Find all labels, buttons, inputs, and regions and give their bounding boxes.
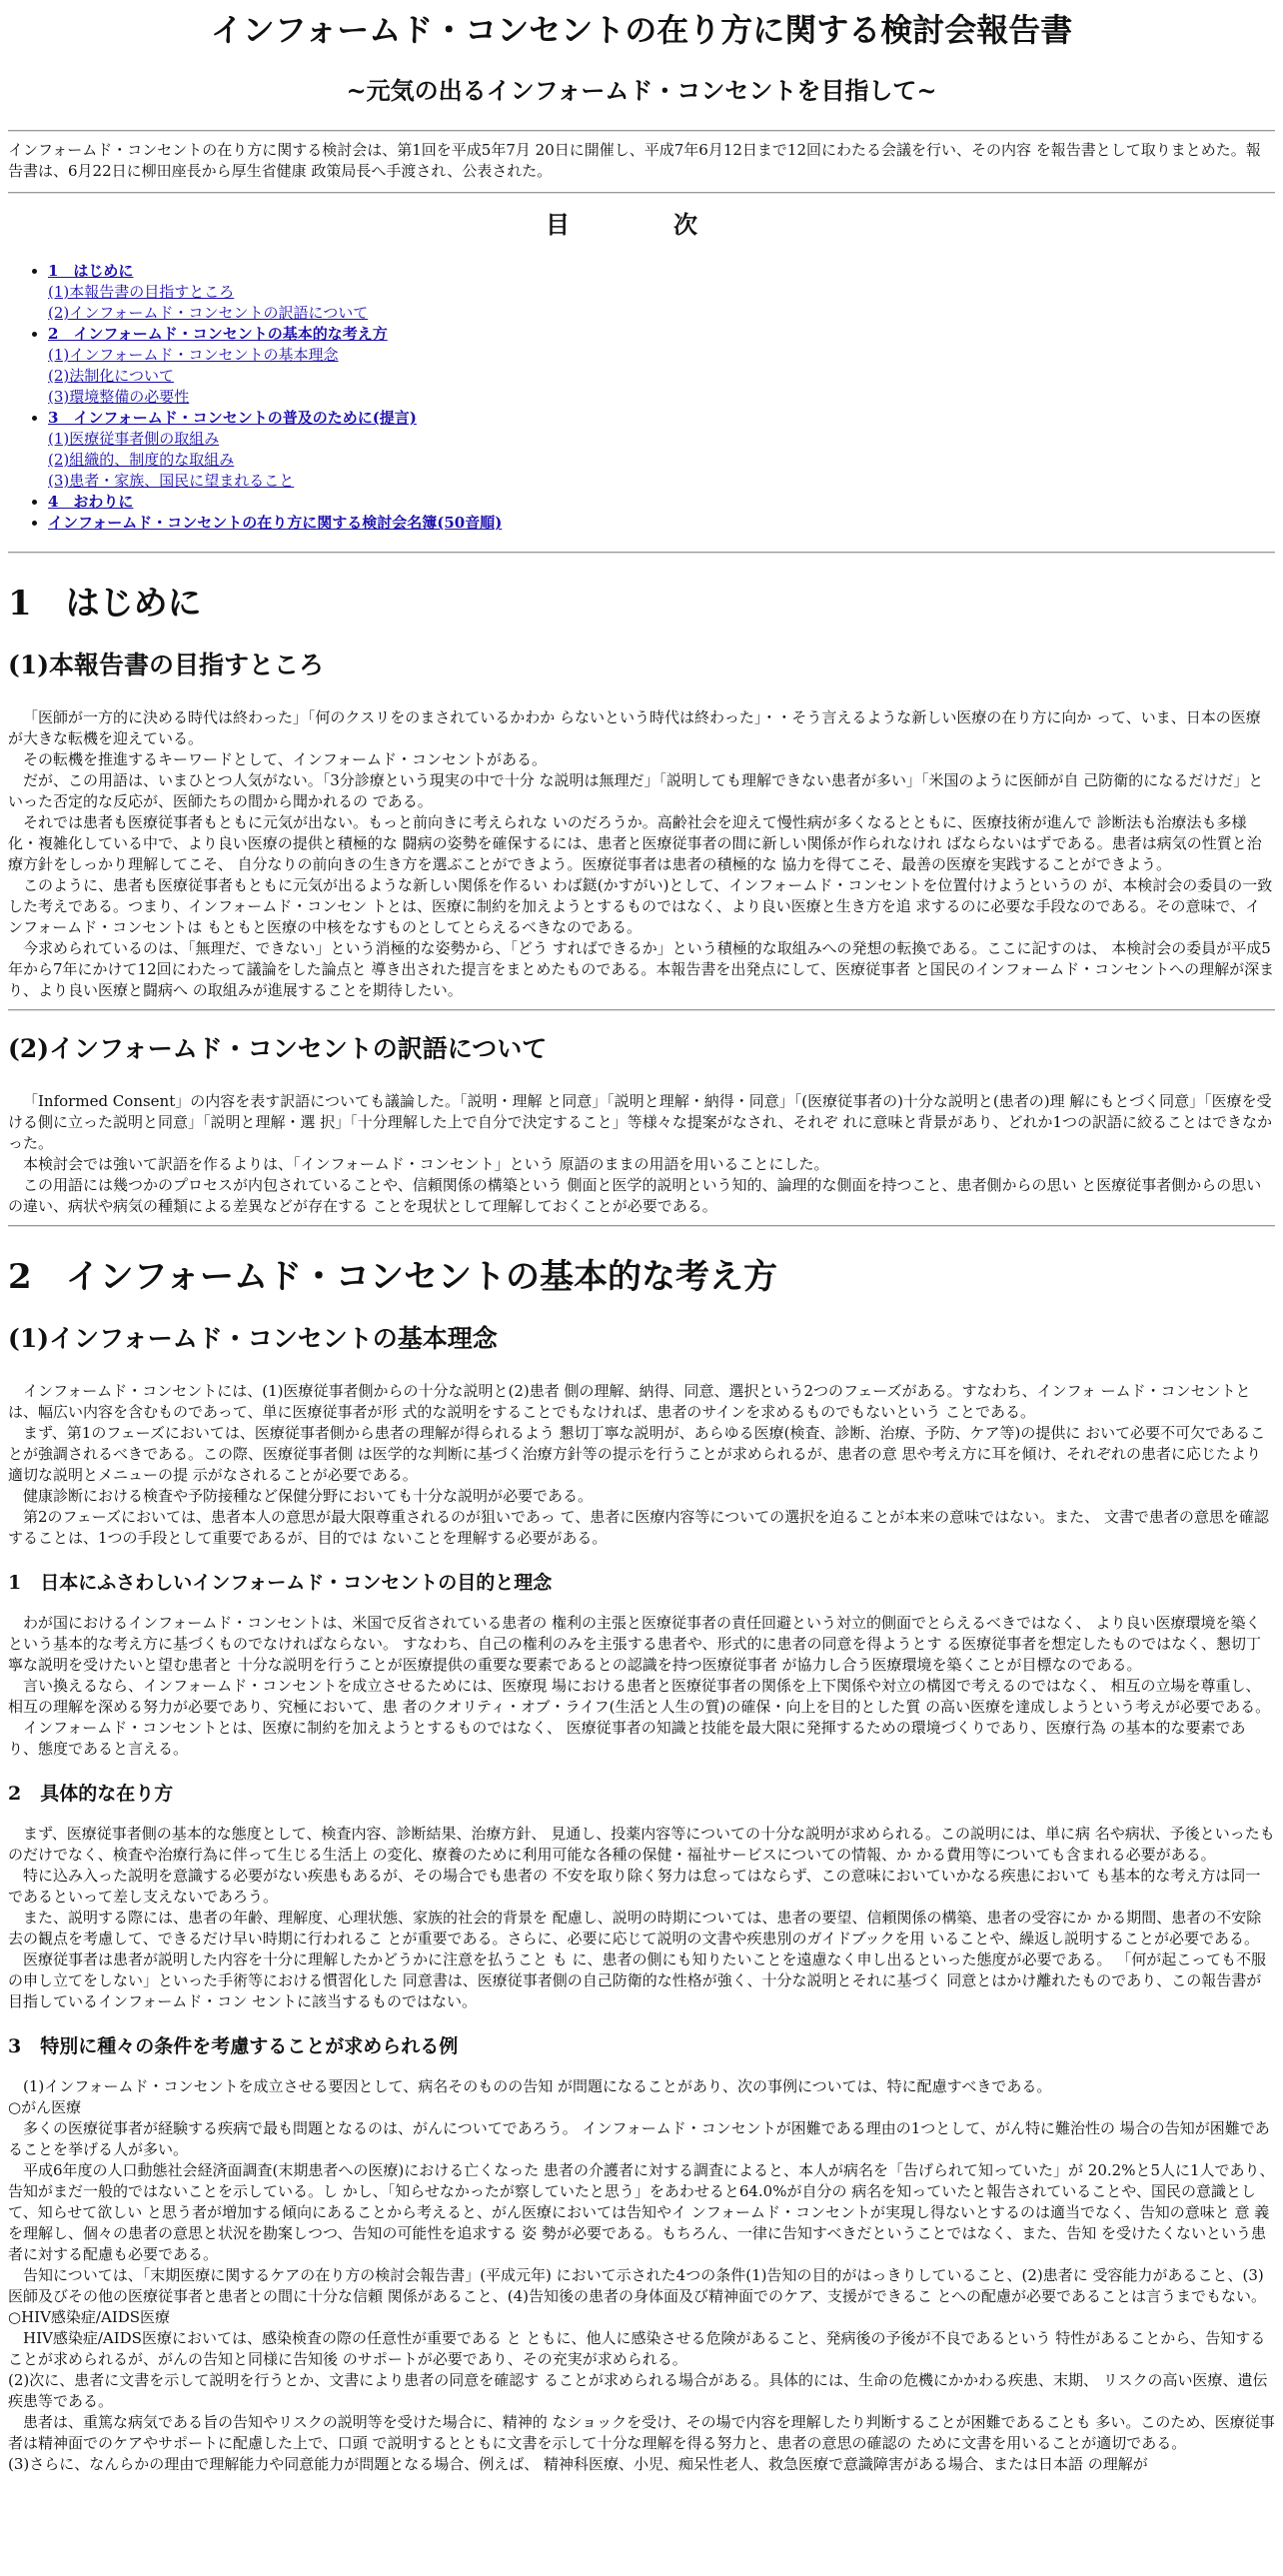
paragraph: 「Informed Consent」の内容を表す訳語についても議論した。「説明・理解 と同意」「説明と理解・納得・同意」「(医療従事者の)十分な説明と(患者の)理 解にもとづく同意」「医療を受ける側に立った説明と同意」「説明と理解・選 択」「十分理解した上で自分で決定すること」等様々な提案がなされ、それぞ れに意味と背景があり、どれか1つの訳語に絞ることはできなかった。 [8,1092,1272,1152]
paragraph: この用語には幾つかのプロセスが内包されていることや、信頼関係の構築という 側面と医学的説明という知的、論理的な側面を持つこと、患者側からの思い と医療従事者側からの思いの違い、病状や病気の種類による差異などが存在する ことを現状として理解しておくことが必要である。 [8,1176,1262,1215]
intro-paragraph: インフォームド・コンセントの在り方に関する検討会は、第1回を平成5年7月 20日に開催し、平成7年6月12日まで12回にわたる会議を行い、その内容 を報告書として取りまとめた。報告書は、6月22日に柳田座長から厚生省健康 政策局長へ手渡され、公表された。 [8,141,1261,180]
toc-item [48,408,1275,492]
paragraph: 健康診断における検査や予防接種など保健分野においても十分な説明が必要である。 [23,1487,594,1505]
paragraph: その転機を推進するキーワードとして、インフォームド・コンセントがある。 [23,750,547,768]
page-subtitle: ~元気の出るインフォームド・コンセントを目指して~ [346,76,937,105]
toc-sublink[interactable]: (3)患者・家族、国民に望まれること [48,472,295,490]
table-of-contents [48,261,1275,534]
divider [8,130,1275,132]
toc-sublink[interactable]: (2)組織的、制度的な取組み [48,451,235,469]
page-title: インフォームド・コンセントの在り方に関する検討会報告書 [210,11,1073,49]
section-body [8,1613,1275,1760]
paragraph: 医療従事者は患者が説明した内容を十分に理解したかどうかに注意を払うこと も に、患者の側にも知りたいことを遠慮なく申し出るといった態度が必要である。 「何が起こっても不服の申し立てをしない」といった手術等における慣習化した 同意書は、医療従事者側の自己防衛的な性格が強く、十分な説明とそれに基づく 同意とはかけ離れたものであり、この報告書が目指しているインフォームド・コン セントに該当するものではない。 [8,1950,1267,2010]
subsection-heading: (2)インフォームド・コンセントの訳語について [8,1034,548,1063]
paragraph: 「医師が一方的に決める時代は終わった」「何のクスリをのまされているかわか らないという時代は終わった」・・そう言えるような新しい医療の在り方に向か って、いま、日本の医療が大きな転機を迎えている。 [8,708,1261,747]
paragraph: インフォームド・コンセントとは、医療に制約を加えようとするものではなく、 医療従事者の知識と技能を最大限に発揮するための環境づくりであり、医療行為 の基本的な要素であり、態度であると言える。 [8,1719,1246,1758]
paragraph: まず、第1のフェーズにおいては、医療従事者側から患者の理解が得られるよう 懇切丁寧な説明が、あらゆる医療(検査、診断、治療、予防、ケア等)の提供に おいて必要不可欠であることが強調されるべきである。この際、医療従事者側 は医学的な判断に基づく治療方針等の提示を行うことが求められるが、患者の意 思や考え方に耳を傾け、それぞれの患者に応じたより適切な説明とメニューの提 示がなされることが必要である。 [8,1424,1266,1484]
toc-link-basic-concept[interactable]: 2 インフォームド・コンセントの基本的な考え方 [48,325,388,343]
subsection-heading: (1)インフォームド・コンセントの基本理念 [8,1324,498,1353]
divider [8,552,1275,554]
section-heading: 1 はじめに [8,584,202,624]
toc-link-proposals[interactable]: 3 インフォームド・コンセントの普及のために(提言) [48,409,417,427]
section-body [8,1091,1275,1217]
toc-item [48,513,1275,534]
document-page [0,10,1283,2475]
section-body [8,2076,1275,2475]
paragraph: 言い換えるなら、インフォームド・コンセントを成立させるためには、医療現 場における患者と医療従事者の関係を上下関係や対立の構図で考えるのではなく、 相互の立場を尊重し、相互の理解を深める努力が必要であり、究極において、患 者のクオリティ・オブ・ライフ(生活と人生の質)の確保・向上を目的とした質 の高い医療を達成しようという考えが必要である。 [8,1677,1271,1716]
toc-item [48,324,1275,408]
paragraph: 特に込み入った説明を意識する必要がない疾患もあるが、その場合でも患者の 不安を取り除く努力は怠ってはならず、この意味においていかなる疾患において も基本的な考え方は同一であるといって差し支えないであろう。 [8,1867,1261,1906]
paragraph: 平成6年度の人口動態社会経済面調査(末期患者への医療)における亡くなった 患者の介護者に対する調査によると、本人が病名を「告げられて知っていた」が 20.2%と5人に1人であり、告知がまだ一般的ではないことを示している。し かし、「知らせなかったが察していたと思う」をあわせると64.0%が自分の 病名を知っていたと報告されていることや、国民の意識として、知らせて欲しい と思う者が増加する傾向にあることから考えると、がん医療においては告知やイ ンフォームド・コンセントが実現し得ないとするのは適当でなく、告知の意味と 意 義を理解し、個々の患者の意思と状況を勘案しつつ、告知の可能性を追求する 姿 勢が必要である。もちろん、一律に告知すべきだということではなく、また、告知 を受けたくないという患者に対する配慮も必要である。 [8,2161,1275,2263]
section-heading: 2 インフォームド・コンセントの基本的な考え方 [8,1257,777,1297]
minor-heading: 1 日本にふさわしいインフォームド・コンセントの目的と理念 [8,1572,553,1594]
paragraph: ○がん医療 [8,2098,82,2116]
paragraph: インフォームド・コンセントには、(1)医療従事者側からの十分な説明と(2)患者 側の理解、納得、同意、選択という2つのフェーズがある。すなわち、インフォ ームド・コンセントとは、幅広い内容を含むものであって、単に医療従事者が形 式的な説明をすることでもなければ、患者のサインを求めるものでもないという ことである。 [8,1382,1251,1421]
paragraph: 患者は、重篤な病気である旨の告知やリスクの説明等を受けた場合に、精神的 なショックを受け、その場で内容を理解したり判断することが困難であることも 多い。このため、医療従事者は精神面でのケアやサポートに配慮した上で、口頭 で説明するとともに文書を示して十分な理解を得る努力と、患者の意思の確認の ために文書を用いることが適切である。 [8,2413,1275,2452]
paragraph: わが国におけるインフォームド・コンセントは、米国で反省されている患者の 権利の主張と医療従事者の責任回避という対立的側面でとらえるべきではなく、 より良い医療環境を築くという基本的な考え方に基づくものでなければならない。 すなわち、自己の権利のみを主張する患者や、形式的に患者の同意を得ようとす る医療従事者を想定したものではなく、懇切丁寧な説明を受けたいと望む患者と 十分な説明を行うことが医療提供の重要な要素であるとの認識を持つ医療従事者 が協力し合う医療環境を築くことが目標なのである。 [8,1614,1261,1674]
subsection-heading: (1)本報告書の目指すところ [8,650,325,679]
minor-heading: 3 特別に種々の条件を考慮することが求められる例 [8,2035,459,2057]
paragraph: (2)次に、患者に文書を示して説明を行うとか、文書により患者の同意を確認す ることが求められる場合がある。具体的には、生命の危機にかかわる疾患、末期、 リスクの高い医療、遺伝疾患等である。 [8,2371,1268,2410]
paragraph: 今求められているのは、「無理だ、できない」という消極的な姿勢から、「どう すればできるか」という積極的な取組みへの発想の転換である。ここに記すのは、 本検討会の委員が平成5年から7年にかけて12回にわたって議論をした論点と 導き出された提言をまとめたものである。本報告書を出発点にして、医療従事者 と国民のインフォームド・コンセントへの理解が深まり、より良い医療と闘病へ の取組みが進展することを期待したい。 [8,939,1275,999]
paragraph: それでは患者も医療従事者もともに元気が出ない。もっと前向きに考えられな いのだろうか。高齢社会を迎えて慢性病が多くなるとともに、医療技術が進んで 診断法も治療法も多様化・複雑化している中で、より良い医療の提供と積極的な 闘病の姿勢を確保するには、患者と医療従事者の間に新しい関係が作られなけれ ばならないはずである。患者は病気の性質と治療方針をしっかり理解してこそ、 自分なりの前向きの生き方を選ぶことができよう。医療従事者は患者の積極的な 協力を得てこそ、最善の医療を実践することができよう。 [8,813,1262,873]
divider [8,192,1275,194]
paragraph: また、説明する際には、患者の年齢、理解度、心理状態、家族的社会的背景を 配慮し、説明の時期については、患者の要望、信頼関係の構築、患者の受容にか かる期間、患者の不安除去の観点を考慮して、できるだけ早い時期に行われるこ とが重要である。さらに、必要に応じて説明の文書や疾患別のガイドブックを用 いることや、繰返し説明することが必要である。 [8,1909,1262,1947]
toc-sublink[interactable]: (2)法制化について [48,367,174,385]
paragraph: HIV感染症/AIDS医療においては、感染検査の際の任意性が重要である と ともに、他人に感染させる危険があること、発病後の予後が不良であるという 特性があることから、告知することが求められるが、がんの告知と同様に告知後 のサポートが必要であり、その充実が求められる。 [8,2329,1266,2368]
paragraph: 第2のフェーズにおいては、患者本人の意思が最大限尊重されるのが狙いであっ て、患者に医療内容等についての選択を迫ることが本来の意味ではない。また、 文書で患者の意思を確認することは、1つの手段として重要であるが、目的では ないことを理解する必要がある。 [8,1508,1269,1547]
paragraph: 多くの医療従事者が経験する疾病で最も問題となるのは、がんについてであろう。 インフォームド・コンセントが困難である理由の1つとして、がん特に難治性の 場合の告知が困難であることを挙げる人が多い。 [8,2119,1270,2158]
paragraph: (3)さらに、なんらかの理由で理解能力や同意能力が問題となる場合、例えば、 精神科医療、小児、痴呆性老人、救急医療で意識障害がある場合、または日本語 の理解が [8,2455,1148,2473]
toc-title: 目 次 [546,210,737,239]
toc-link-owarini[interactable]: 4 おわりに [48,493,134,511]
paragraph: まず、医療従事者側の基本的な態度として、検査内容、診断結果、治療方針、 見通し、投薬内容等についての十分な説明が求められる。この説明には、単に病 名や病状、予後といったものだけでなく、検査や治療行為に伴って生じる生活上 の変化、療養のために利用可能な各種の保健・福祉サービスについての情報、か かる費用等についても含まれる必要がある。 [8,1825,1275,1864]
paragraph: 本検討会では強いて訳語を作るよりは、「インフォームド・コンセント」という 原語のままの用語を用いることにした。 [23,1155,829,1173]
toc-sublink[interactable]: (2)インフォームド・コンセントの訳語について [48,304,369,322]
paragraph: このように、患者も医療従事者もともに元気が出るような新しい関係を作るい わば鎹(かすがい)として、インフォームド・コンセントを位置付けようというの が、本検討会の委員の一致した考えである。つまり、インフォームド・コンセン トとは、医療に制約を加えようとするものではなく、より良い医療と生き方を追 求するのに必要な手段なのである。その意味で、インフォームド・コンセントは もともと医療の中核をなすものとしてとらえるべきなのである。 [8,876,1273,936]
toc-sublink[interactable]: (3)環境整備の必要性 [48,388,190,406]
toc-item [48,261,1275,324]
section-body [8,707,1275,1001]
toc-link-member-list[interactable]: インフォームド・コンセントの在り方に関する検討会名簿(50音順) [48,514,503,532]
toc-item [48,492,1275,513]
toc-sublink[interactable]: (1)医療従事者側の取組み [48,430,220,448]
toc-sublink[interactable]: (1)インフォームド・コンセントの基本理念 [48,346,339,364]
section-body [8,1381,1275,1549]
divider [8,1225,1275,1227]
paragraph: 告知については、「末期医療に関するケアの在り方の検討会報告書」(平成元年) において示された4つの条件(1)告知の目的がはっきりしていること、(2)患者に 受容能力があること、(3)医師及びその他の医療従事者と患者との間に十分な信頼 関係があること、(4)告知後の患者の身体面及び精神面でのケア、支援ができるこ とへの配慮が必要であることは言うまでもない。 [8,2266,1266,2305]
paragraph: (1)インフォームド・コンセントを成立させる要因として、病名そのものの告知 が問題になることがあり、次の事例については、特に配慮すべきである。 [23,2077,1052,2095]
section-body [8,1824,1275,2012]
toc-link-hajimeni[interactable]: 1 はじめに [48,262,134,280]
minor-heading: 2 具体的な在り方 [8,1783,174,1805]
toc-sublink[interactable]: (1)本報告書の目指すところ [48,283,235,301]
paragraph: だが、この用語は、いまひとつ人気がない。「3分診療という現実の中で十分 な説明は無理だ」「説明しても理解できない患者が多い」「米国のように医師が自 己防衛的になるだけだ」といった否定的な反応が、医師たちの間から聞かれるの である。 [8,771,1264,810]
paragraph: ○HIV感染症/AIDS医療 [8,2308,171,2326]
divider [8,1009,1275,1011]
